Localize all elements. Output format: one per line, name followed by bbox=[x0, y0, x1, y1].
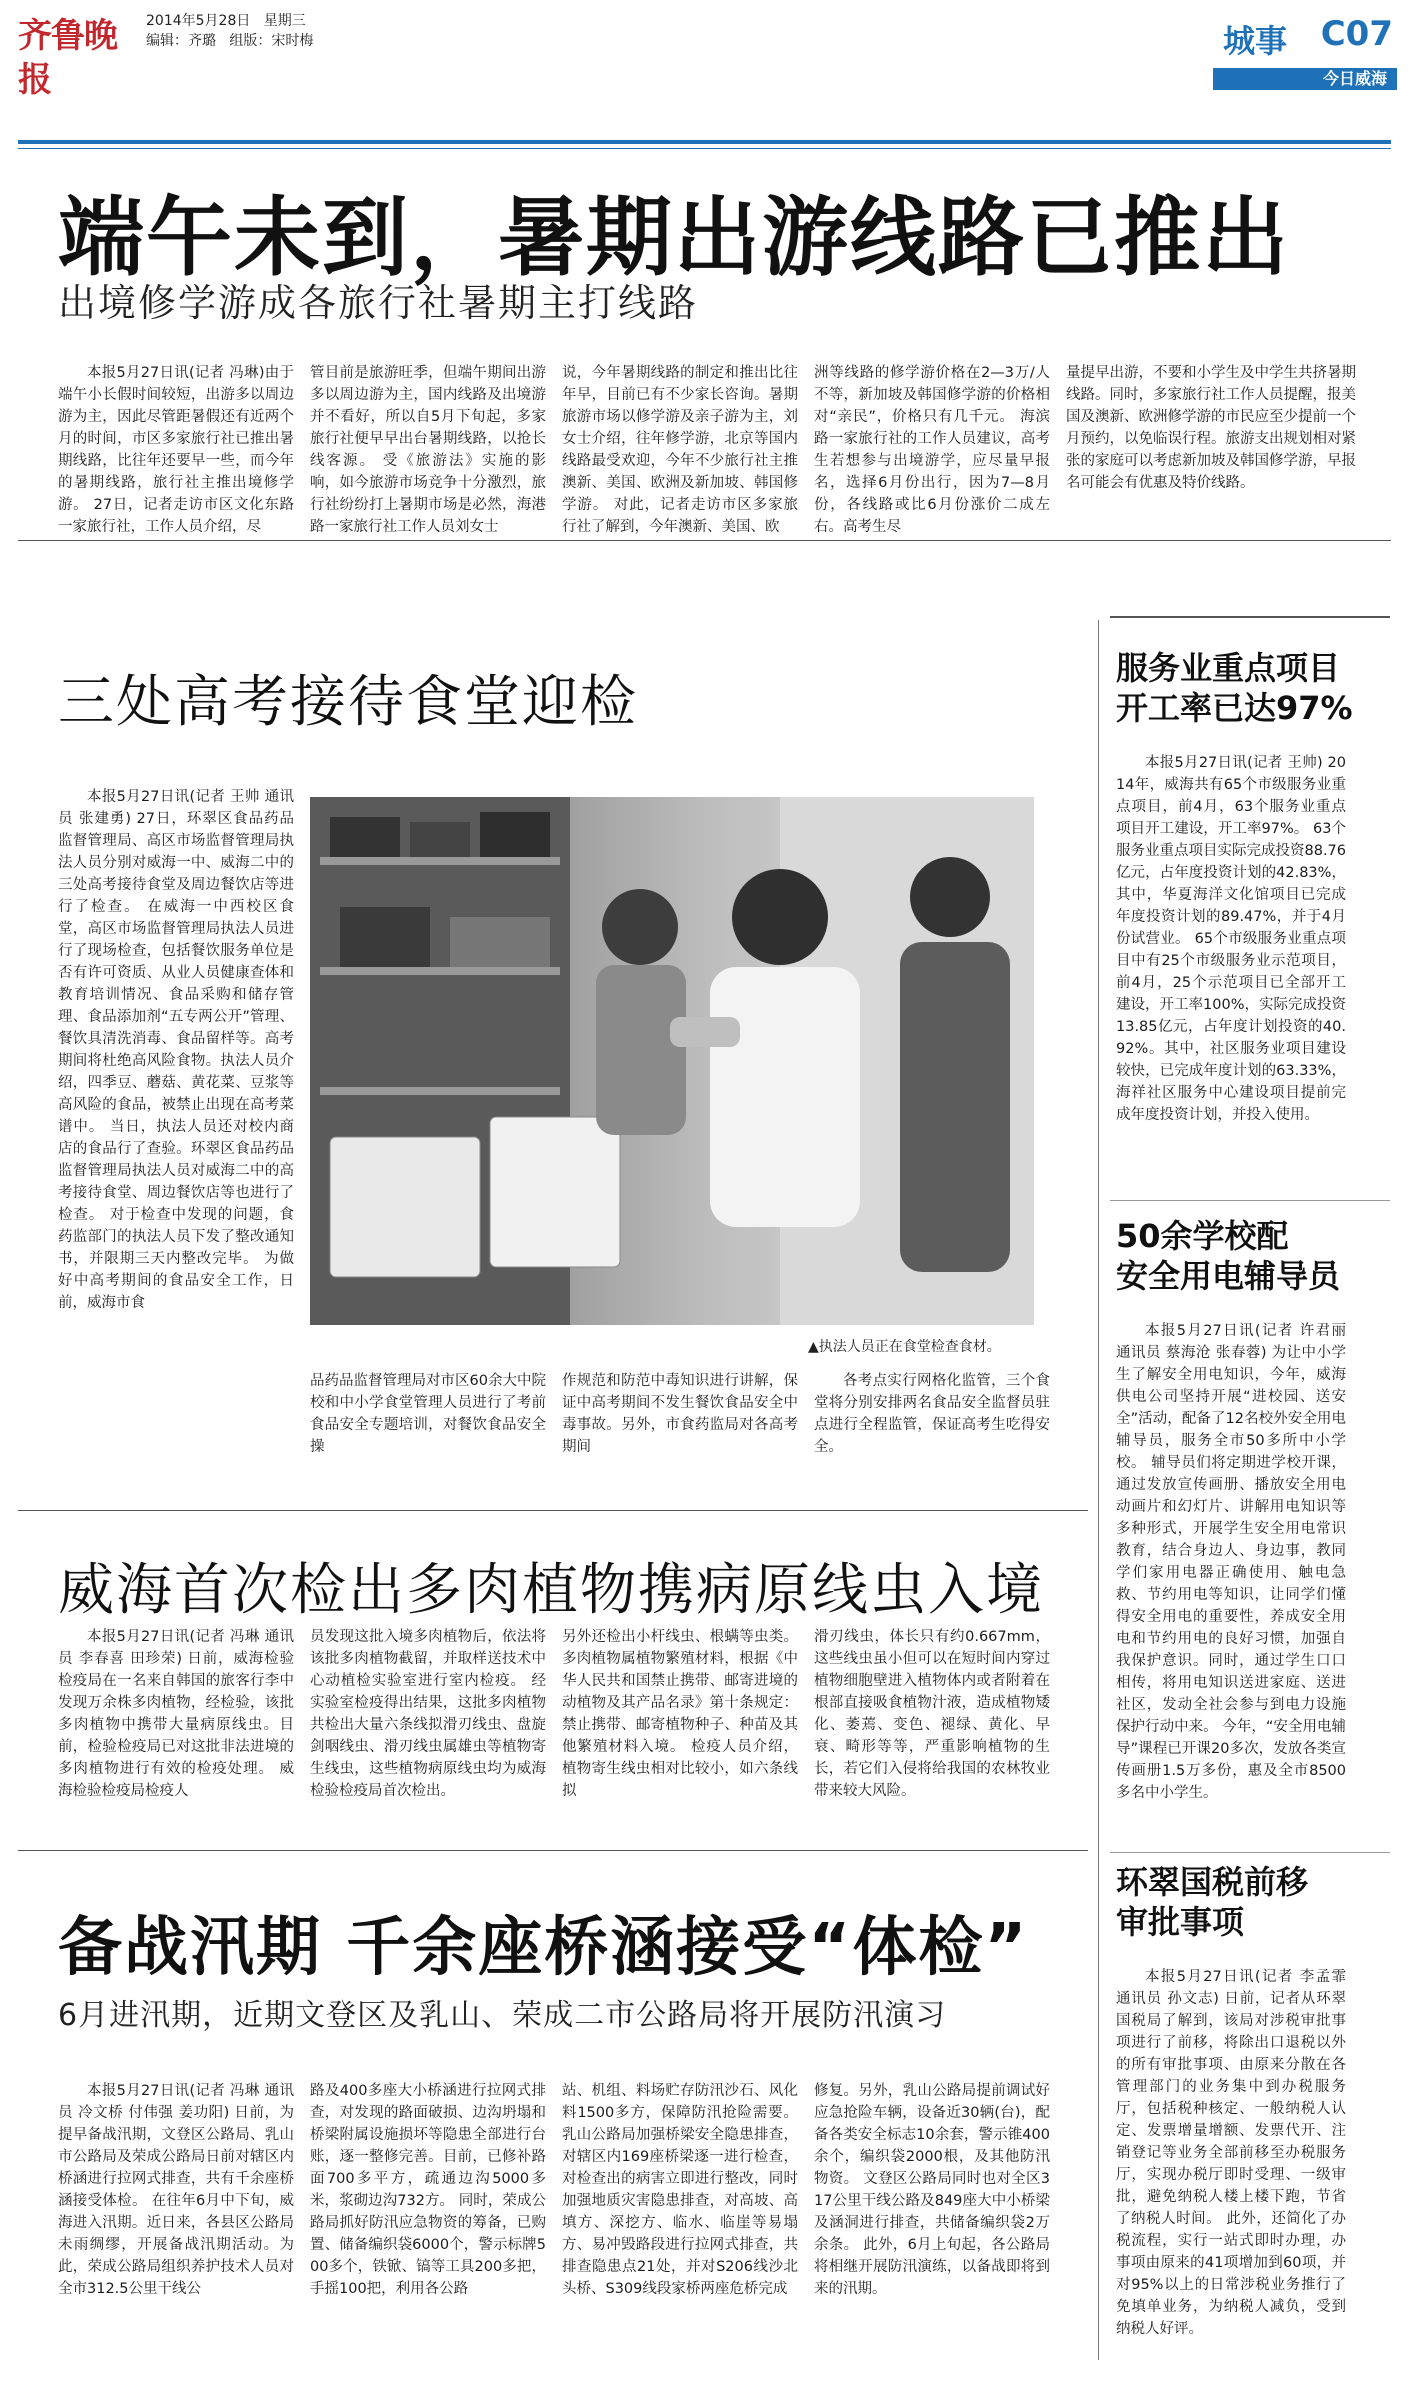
article3-column-4: 滑刃线虫，体长只有约0.667mm，这些线虫虽小但可以在短时间内穿过植物细胞壁进入植物体内或者附着在根部直接吸食植物汁液，造成植物矮化、萎蔫、变色、褪绿、黄化、早衰、畸形等等，严重影响植物的生长，若它们入侵将给我国的农林牧业带来较大风险。 bbox=[814, 1629, 1050, 1799]
sidebar-story3-headline: 环翠国税前移 审批事项 bbox=[1116, 1863, 1309, 1941]
article1-column-1: 本报5月27日讯(记者 冯琳)由于端午小长假时间较短，出游多以周边游为主，因此尽管距暑假还有近两个月的时间，市区多家旅行社已推出暑期线路，比往年还要早一些，而今年的暑期线路，旅行社主推出境修学游。 27日，记者走访市区文化东路一家旅行社，工作人员介绍，尽 bbox=[58, 365, 294, 535]
article1-column-2: 管目前是旅游旺季，但端午期间出游多以周边游为主，国内线路及出境游并不看好，所以自5月下旬起，多家旅行社便早早出台暑期线路，以抢长线客源。 受《旅游法》实施的影响，如今旅游市场竞争十分激烈，旅行社纷纷打上暑期市场是必然，海港路一家旅行社工作人员刘女士 bbox=[310, 365, 546, 535]
article3-column-1: 本报5月27日讯(记者 冯琳 通讯员 李春喜 田珍荣) 日前，威海检验检疫局在一名来自韩国的旅客行李中发现万余株多肉植物，经检验，该批多肉植物中携带大量病原线虫。目前，检验检疫局已对这批非法进境的多肉植物进行有效的检疫处理。 威海检验检疫局检疫人 bbox=[58, 1629, 294, 1799]
article3-headline: 威海首次检出多肉植物携病原线虫入境 bbox=[58, 1558, 1044, 1623]
article3-column-2: 员发现这批入境多肉植物后，依法将该批多肉植物截留，并取样送技术中心动植检实验室进行室内检疫。 经实验室检疫得出结果，这批多肉植物共检出大量六条线拟滑刃线虫、盘旋剑咽线虫、滑刃线虫属雄虫等植物寄生线虫，这些植物病原线虫均为威海检验检疫局首次检出。 bbox=[310, 1629, 546, 1799]
newspaper-logo: 齐鲁晚报 bbox=[18, 16, 117, 100]
sidebar-divider bbox=[1098, 620, 1099, 2360]
page-number: C07 bbox=[1320, 14, 1393, 54]
issue-date: 2014年5月28日 星期三 bbox=[146, 13, 306, 29]
issue-staff: 编辑：齐璐 组版：宋时梅 bbox=[146, 33, 314, 49]
sidebar-story2-headline: 50余学校配 安全用电辅导员 bbox=[1116, 1217, 1341, 1295]
section-tag: 今日威海 bbox=[1213, 68, 1397, 90]
article1-subheadline: 出境修学游成各旅行社暑期主打线路 bbox=[58, 281, 699, 325]
article4-column-3: 站、机组、料场贮存防汛沙石、风化料1500多方，保障防汛抢险需要。乳山公路局加强桥梁安全隐患排查，对辖区内169座桥梁逐一进行检查，对检查出的病害立即进行整改，同时加强地质灾害隐患排查，对高坡、高填方、深挖方、临水、临崖等易塌方、易冲毁路段进行拉网式排查，共排查隐患点21处，并对S206线沙北头桥、S309线段家桥两座危桥完成 bbox=[562, 2083, 798, 2297]
sidebar-story1-text: 本报5月27日讯(记者 王帅) 2014年，威海共有65个市级服务业重点项目，前4月，63个服务业重点项目开工建设，开工率97%。 63个服务业重点项目实际完成投资88.76亿元，占年度投资计划的42.83%，其中，华夏海洋文化馆项目已完成年度投资计划的89.47%，并于4月份试营业。 65个市级服务业重点项目中有25个市级服务业示范项目，前4月，25个示范项目已全部开工建设，开工率100%，实际完成投资13.85亿元，占年度计划投资的40.92%。其中，社区服务业项目建设较快，已完成年度计划的63.33%，海祥社区服务中心建设项目提前完成年度投资计划，并投入使用。 bbox=[1116, 755, 1347, 1123]
article2-column-4: 各考点实行网格化监管，三个食堂将分别安排两名食品安全监督员驻点进行全程监管，保证高考生吃得安全。 bbox=[814, 1373, 1050, 1455]
article4-column-1: 本报5月27日讯(记者 冯琳 通讯员 冷文桥 付伟强 姜功阳) 日前，为提早备战汛期，文登区公路局、乳山市公路局及荣成公路局日前对辖区内桥涵进行拉网式排查，共有千余座桥涵接受体检。 在往年6月中下旬，威海进入汛期。近日来，各县区公路局未雨绸缪，开展备战汛期活动。为此，荣成公路局组织养护技术人员对全市312.5公里干线公 bbox=[58, 2083, 294, 2297]
article2-column-2: 品药品监督管理局对市区60余大中院校和中小学食堂管理人员进行了考前食品安全专题培训，对餐饮食品安全操 bbox=[310, 1373, 546, 1455]
sidebar-story2-text: 本报5月27日讯(记者 许君丽 通讯员 蔡海沧 张春蓉) 为让中小学生了解安全用电知识，今年，威海供电公司坚持开展“进校园、送安全”活动，配备了12名校外安全用电辅导员，服务全市50多所中小学校。 辅导员们将定期进学校开课，通过发放宣传画册、播放安全用电动画片和幻灯片、讲解用电知识等多种形式，开展学生安全用电常识教育，结合身边人、身边事，教同学们家用电器正确使用、触电急救、节约用电等知识，让同学们懂得安全用电的重要性，养成安全用电和节约用电的良好习惯，加强自我保护意识。同时，通过学生口口相传，将用电知识送进家庭、送进社区，发动全社会参与到电力设施保护行动中来。 今年，“安全用电辅导”课程已开课20多次，发放各类宣传画册1.5万多份，惠及全市8500多名中小学生。 bbox=[1116, 1323, 1346, 1801]
top-rule-thin bbox=[18, 148, 1391, 149]
article4-subheadline: 6月进汛期，近期文登区及乳山、荣成二市公路局将开展防汛演习 bbox=[58, 1998, 947, 2033]
sidebar-top-rule bbox=[1110, 616, 1390, 618]
divider bbox=[1110, 1200, 1390, 1201]
article3-column-3: 另外还检出小杆线虫、根螨等虫类。 多肉植物属植物繁殖材料，根据《中华人民共和国禁止携带、邮寄进境的动植物及其产品名录》第十条规定：禁止携带、邮寄植物种子、种苗及其他繁殖材料入境。 检疫人员介绍，植物寄生线虫相对比较小，如六条线拟 bbox=[562, 1629, 798, 1799]
article2-column-3: 作规范和防范中毒知识进行讲解，保证中高考期间不发生餐饮食品安全中毒事故。另外，市食药监局对各高考期间 bbox=[562, 1373, 798, 1455]
divider bbox=[18, 1850, 1088, 1851]
article4-headline: 备战汛期 千余座桥涵接受“体检” bbox=[58, 1911, 1029, 1985]
article1-column-4: 洲等线路的修学游价格在2—3万/人不等，新加坡及韩国修学游的价格相对“亲民”，价格只有几千元。 海滨路一家旅行社的工作人员建议，高考生若想参与出境游学，应尽量早报名，选择6月份出行，因为7—8月份，各线路或比6月份涨价二成左右。高考生尽 bbox=[814, 365, 1050, 535]
top-rule bbox=[18, 140, 1391, 144]
article2-left-column: 本报5月27日讯(记者 王帅 通讯员 张建勇) 27日，环翠区食品药品监督管理局、高区市场监督管理局执法人员分别对威海一中、威海二中的三处高考接待食堂及周边餐饮店等进行了检查。 在威海一中西校区食堂，高区市场监督管理局执法人员进行了现场检查，包括餐饮服务单位是否有许可资质、从业人员健康查体和教育培训情况、食品采购和储存管理、食品添加剂“五专两公开”管理、餐饮具清洗消毒、食品留样等。高考期间将杜绝高风险食物。执法人员介绍，四季豆、蘑菇、黄花菜、豆浆等高风险的食品，被禁止出现在高考菜谱中。 当日，执法人员还对校内商店的食品行了查验。环翠区食品药品监督管理局执法人员对威海二中的高考接待食堂、周边餐饮店等也进行了检查。 对于检查中发现的问题，食药监部门的执法人员下发了整改通知书，并限期三天内整改完毕。 为做好中高考期间的食品安全工作，日前，威海市食 bbox=[58, 789, 294, 1311]
article2-headline: 三处高考接待食堂迎检 bbox=[58, 670, 638, 735]
divider bbox=[1110, 1852, 1390, 1853]
sidebar-story1-headline: 服务业重点项目 开工率已达97% bbox=[1116, 649, 1353, 727]
article1-column-3: 说，今年暑期线路的制定和推出比往年早，目前已有不少家长咨询。暑期旅游市场以修学游及亲子游为主，刘女士介绍，往年修学游，北京等国内线路最受欢迎，今年不少旅行社主推澳新、美国、欧洲及新加坡、韩国修学游。 对此，记者走访市区多家旅行社了解到，今年澳新、美国、欧 bbox=[562, 365, 798, 535]
section-badge bbox=[1213, 10, 1397, 90]
sidebar-story3-text: 本报5月27日讯(记者 李孟霏 通讯员 孙文志) 日前，记者从环翠国税局了解到，该局对涉税审批事项进行了前移，将除出口退税以外的所有审批事项、由原来分散在各管理部门的业务集中到办税服务厅，包括税种核定、一般纳税人认定、发票增量增额、发票代开、注销登记等业务全部前移至办税服务厅，实现办税厅即时受理、一级审批，避免纳税人楼上楼下跑，节省了纳税人时间。 此外，还简化了办税流程，实行一站式即时办理，办事项由原来的41项增加到60项，并对95%以上的日常涉税业务推行了免填单业务，为纳税人减负，受到纳税人好评。 bbox=[1116, 1969, 1346, 2337]
article1-column-5: 量提早出游，不要和小学生及中学生共挤暑期线路。同时，多家旅行社工作人员提醒，报美国及澳新、欧洲修学游的市民应至少提前一个月预约，以免临误行程。旅游支出规划相对紧张的家庭可以考虑新加坡及韩国修学游，早报名可能会有优惠及特价线路。 bbox=[1066, 365, 1356, 491]
photo-caption: ▲执法人员正在食堂检查食材。 bbox=[808, 1339, 1001, 1355]
article4-column-4: 修复。另外，乳山公路局提前调试好应急抢险车辆，设备近30辆(台)，配备各类安全标志10余套，警示锥400余个，编织袋2000根，及其他防汛物资。 文登区公路局同时也对全区317公里干线公路及849座大中小桥梁及涵洞进行排查，共储备编织袋2万余条。 此外，6月上旬起，各公路局将相继开展防汛演练，以备战即将到来的汛期。 bbox=[814, 2083, 1050, 2297]
article1-headline: 端午未到，暑期出游线路已推出 bbox=[58, 188, 1290, 288]
divider bbox=[18, 540, 1391, 541]
canteen-inspection-photo bbox=[310, 797, 1034, 1325]
divider bbox=[18, 1510, 1088, 1511]
section-name: 城事 bbox=[1223, 22, 1288, 60]
article4-column-2: 路及400多座大小桥涵进行拉网式排查，对发现的路面破损、边沟坍塌和桥梁附属设施损坏等隐患全部进行台账，逐一整修完善。目前，已修补路面700多平方，疏通边沟5000多米，浆砌边沟732方。 同时，荣成公路局抓好防汛应急物资的筹备，已购置、储备编织袋6000个，警示标牌500多个，铁锨、镐等工具200多把，手摇100把，利用各公路 bbox=[310, 2083, 546, 2297]
